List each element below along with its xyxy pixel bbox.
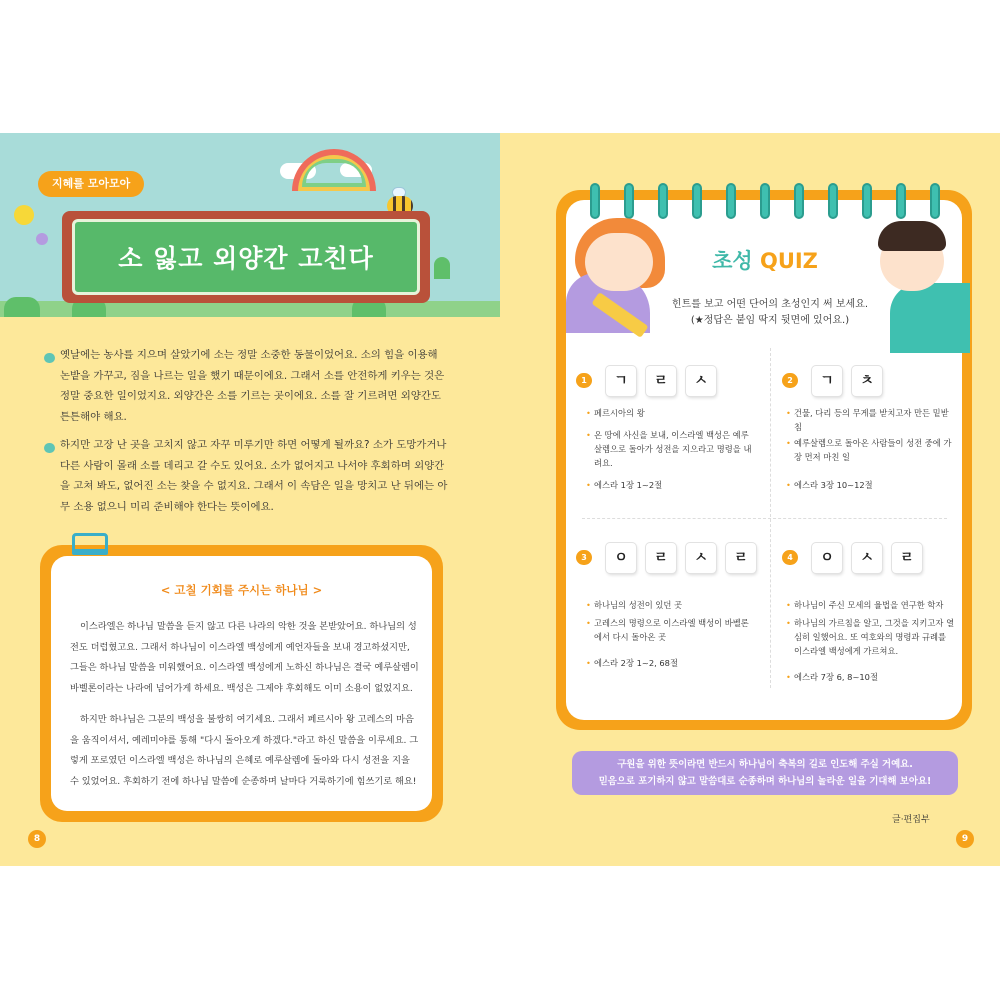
spiral-ring <box>794 183 804 219</box>
consonant-box: ㅇ <box>606 543 636 573</box>
consonant-box: ㄹ <box>892 543 922 573</box>
page-number-right: 9 <box>956 830 974 848</box>
story-paragraph: 하지만 하나님은 그분의 백성을 불쌍히 여기세요. 그래서 페르시아 왕 고레스의 마음 을 움직이셔서, 예레미야를 통해 "다시 돌아오게 하겠다."라고 하신 말씀을 이루세요. 그 렇게 포로였던 이스라엘 백성은 하나님의 은혜로 예루살렘에 돌아와 다시 성전을 지을 수 있었어요. 후회하기 전에 하나님 말씀에 순종하며 날마다 거룩하기에 힘쓰기로 해요! <box>70 714 419 787</box>
consonant-box: ㄹ <box>646 366 676 396</box>
meaning-paragraph: 하지만 고장 난 곳을 고치지 않고 자꾸 미루기만 하면 어떻게 될까요? 소가 도망가거나 다른 사람이 몰래 소를 데리고 갈 수도 있어요. 소가 없어지고 나서야 후회하며 외양간 을 고쳐 봐도, 없어진 소는 찾을 수 없지요. 그래서 이 속담은 일을 망치고 난 뒤에는 아 무 소용 없으니 미리 준비해야 한다는 뜻이에요. <box>60 439 448 513</box>
title-board <box>72 219 420 295</box>
quiz-hint: • 예루살렘으로 돌아온 사람들이 성전 중에 가장 먼저 마친 일 <box>786 436 956 464</box>
spiral-ring <box>590 183 600 219</box>
quiz-hint: • 에스라 2장 1~2, 68절 <box>586 656 756 670</box>
question-number-badge: 2 <box>782 373 798 388</box>
quiz-hint: • 하나님의 가르침을 알고, 그것을 지키고자 열심히 일했어요. 또 여호와의 명령과 규례를 이스라엘 백성에게 가르쳐요. <box>786 616 956 658</box>
quiz-hint: • 하나님이 주신 모세의 율법을 연구한 학자 <box>786 598 956 612</box>
consonant-box: ㄹ <box>726 543 756 573</box>
spiral-ring <box>896 183 906 219</box>
page-title: 소 잃고 외양간 고친다 <box>118 244 374 273</box>
spiral-ring <box>726 183 736 219</box>
quiz-hint: • 온 땅에 사신을 보내, 이스라엘 백성은 예루살렘으로 돌아가 성전을 지으라고 명령을 내려요. <box>586 428 756 470</box>
story-title: < 고칠 기회를 주시는 하나님 > <box>160 583 323 597</box>
author-credit: 글·편집부 <box>892 815 930 825</box>
question-number-badge: 3 <box>576 550 592 565</box>
story-paragraph: 이스라엘은 하나님 말씀을 듣지 않고 다른 나라의 악한 것을 본받았어요. 하나님의 성 전도 더럽혔고요. 그래서 하나님이 이스라엘 백성에게 예언자들을 보내 경고하셨지만, 그들은 하나님 말씀을 미워했어요. 이스라엘 백성에게 노하신 하나님은 결국 예루살렘이 바벨론이라는 나라에 넘어가게 하세요. 백성은 그제야 후회해도 이미 소용이 없었지요. <box>70 621 419 694</box>
consonant-box: ㅅ <box>686 543 716 573</box>
quiz-divider-horizontal <box>582 518 947 519</box>
spiral-ring <box>930 183 940 219</box>
magazine-spread <box>0 133 1000 866</box>
consonant-box: ㅇ <box>812 543 842 573</box>
heart-bullet-icon <box>44 443 55 453</box>
consonant-box: ㅅ <box>686 366 716 396</box>
quiz-hint: • 건물, 다리 등의 무게를 받치고자 만든 밑받침 <box>786 406 956 434</box>
quiz-hint: • 에스라 7장 6, 8~10절 <box>786 670 956 684</box>
flower-icon <box>36 233 48 245</box>
spiral-ring <box>862 183 872 219</box>
quiz-instructions: 힌트를 보고 어떤 단어의 초성인지 써 보세요. (★정답은 붙임 딱지 뒷면에 있어요.) <box>671 299 869 326</box>
consonant-box: ㅊ <box>852 366 882 396</box>
question-number-badge: 1 <box>576 373 592 388</box>
flower-icon <box>14 205 34 225</box>
question-number-badge: 4 <box>782 550 798 565</box>
bush-illustration <box>434 257 450 279</box>
quiz-hint: • 하나님의 성전이 있던 곳 <box>586 598 756 612</box>
quiz-hint: • 에스라 1장 1~2절 <box>586 478 756 492</box>
consonant-box: ㄱ <box>812 366 842 396</box>
closing-banner: 구원을 위한 뜻이라면 반드시 하나님이 축복의 길로 인도해 주실 거예요. 믿음으로 포기하지 않고 말씀대로 순종하며 하나님의 놀라운 일을 기대해 보아요! <box>572 751 958 795</box>
quiz-title: 초성 QUIZ <box>712 249 818 273</box>
girl-illustration-face <box>585 233 653 291</box>
spiral-ring <box>658 183 668 219</box>
spiral-ring <box>624 183 634 219</box>
quiz-hint: • 고레스의 명령으로 이스라엘 백성이 바벨론에서 다시 돌아온 곳 <box>586 616 756 644</box>
quiz-hint: • 에스라 3장 10~12절 <box>786 478 956 492</box>
spiral-ring <box>760 183 770 219</box>
consonant-box: ㄱ <box>606 366 636 396</box>
spiral-ring <box>692 183 702 219</box>
intro-paragraph: 옛날에는 농사를 지으며 살았기에 소는 정말 소중한 동물이었어요. 소의 힘을 이용해 논밭을 가꾸고, 짐을 나르는 일을 했기 때문이에요. 그래서 소를 안전하게 키우는 것은 정말 중요한 일이었지요. 외양간은 소를 기르는 곳이에요. 소를 잘 기르려면 외양간도 튼튼해야 해요. <box>60 349 445 423</box>
binder-clip-icon <box>72 533 108 555</box>
page-number-left: 8 <box>28 830 46 848</box>
heart-bullet-icon <box>44 353 55 363</box>
spiral-ring <box>828 183 838 219</box>
quiz-hint: • 페르시아의 왕 <box>586 406 756 420</box>
bush-illustration <box>4 297 40 317</box>
consonant-box: ㄹ <box>646 543 676 573</box>
boy-illustration <box>878 221 946 251</box>
consonant-box: ㅅ <box>852 543 882 573</box>
section-tag: 지혜를 모아모아 <box>38 171 144 197</box>
